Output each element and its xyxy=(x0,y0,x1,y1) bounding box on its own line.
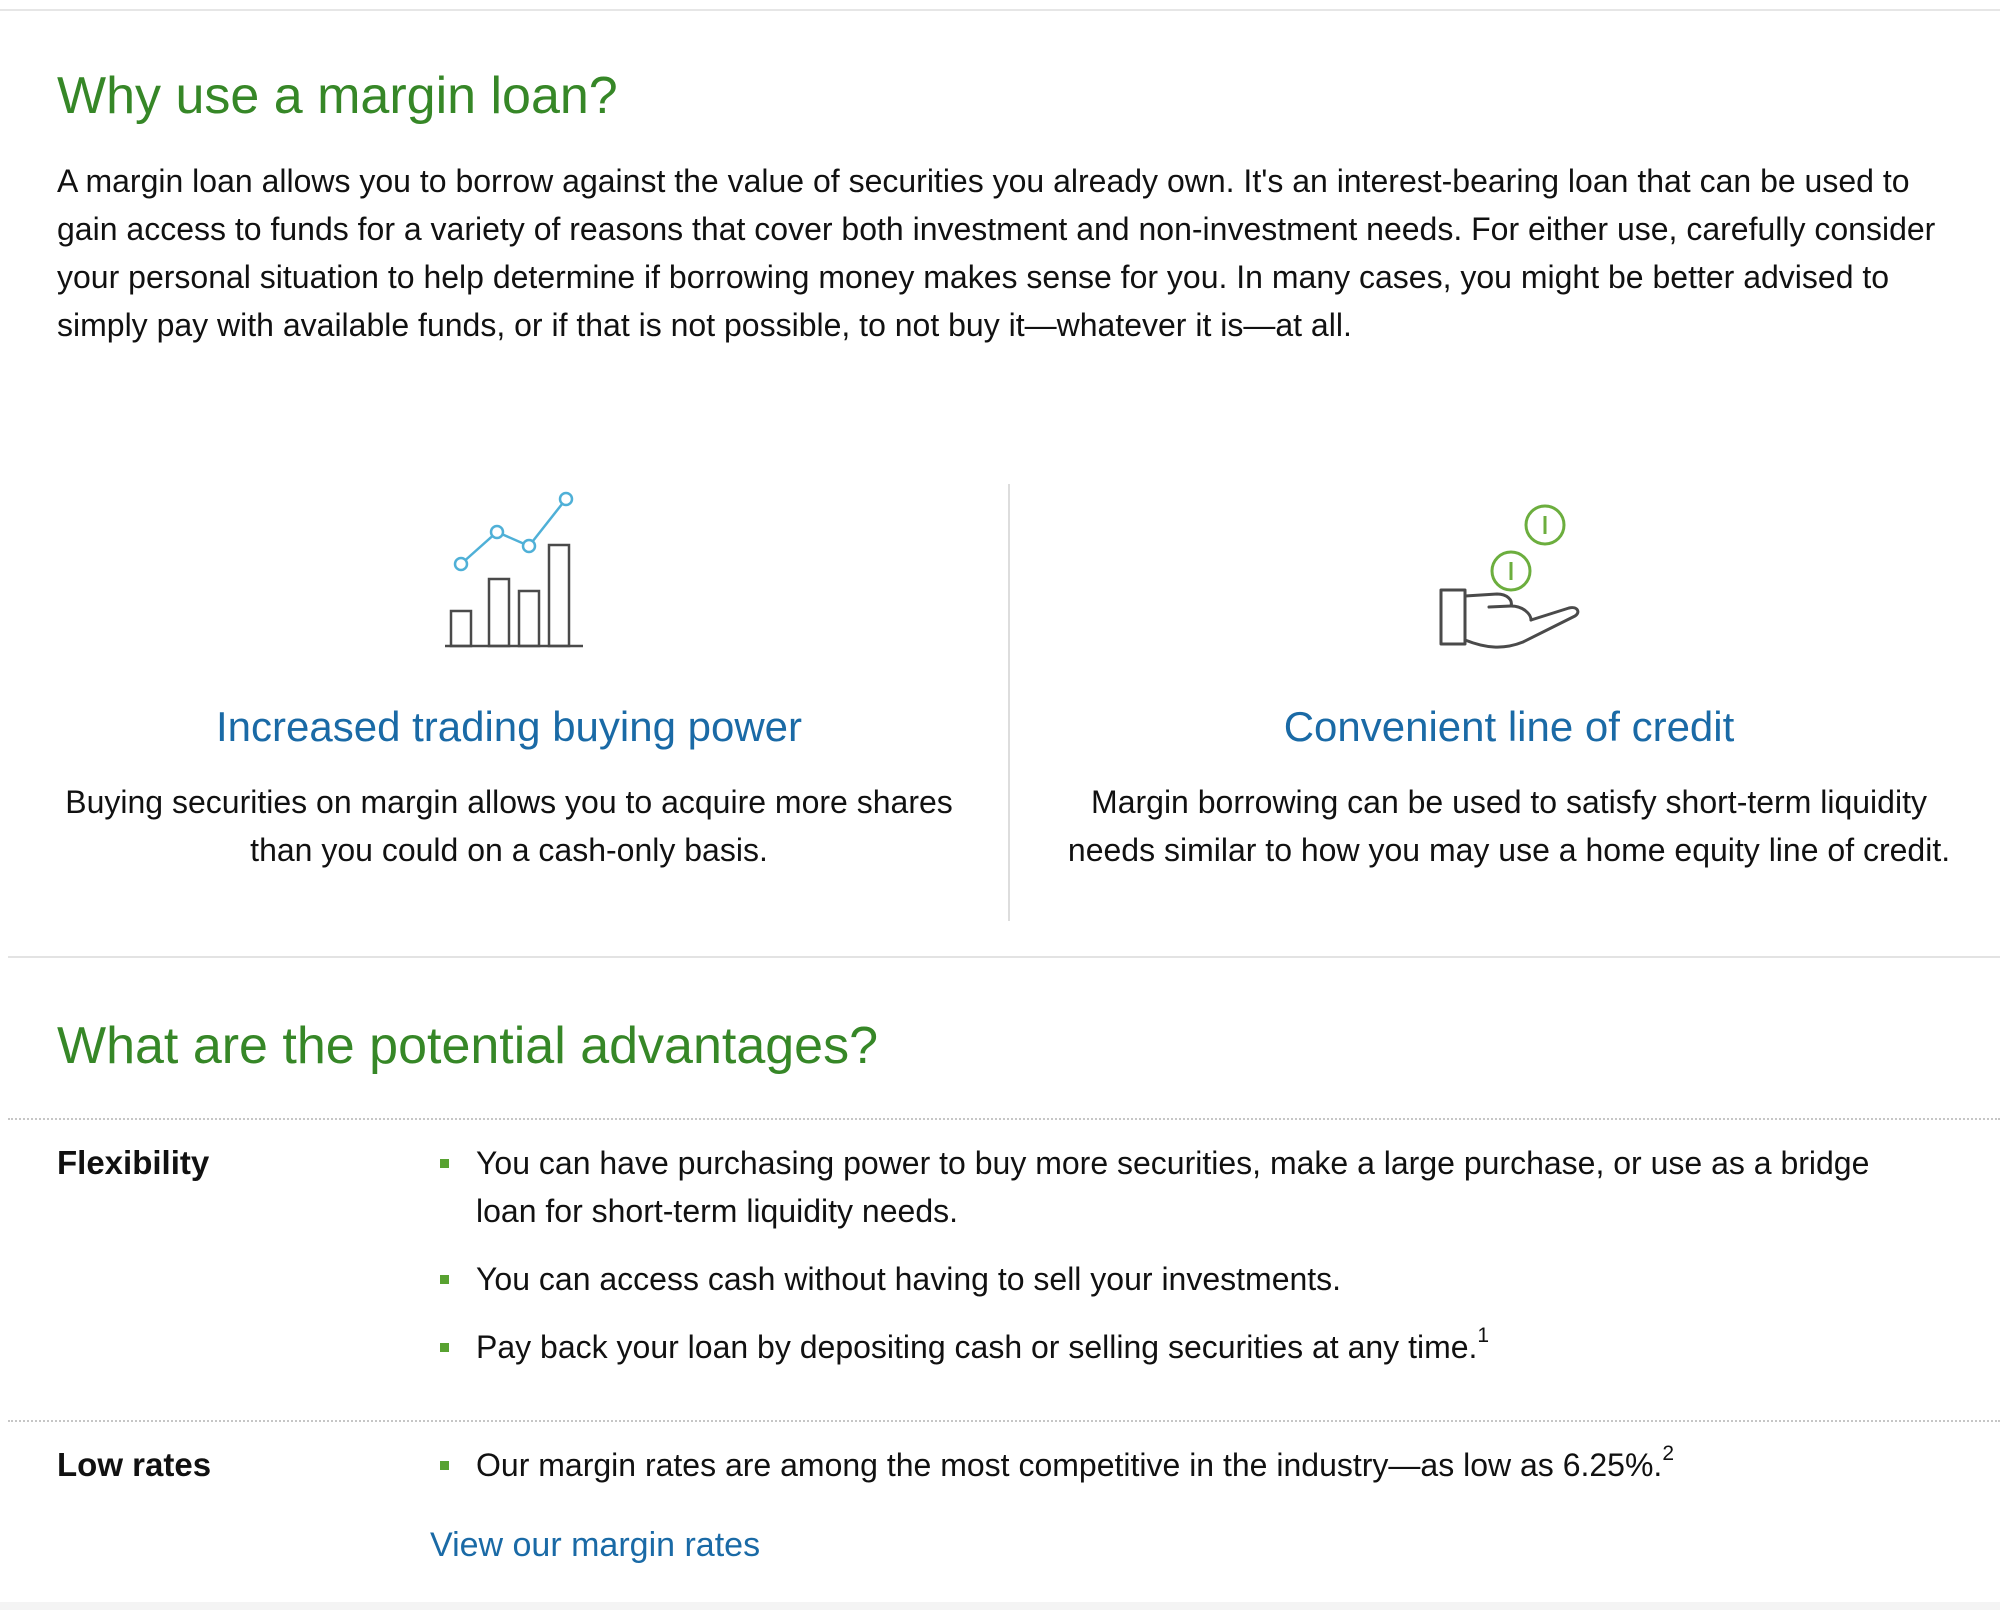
list-item xyxy=(436,1441,1936,1489)
bullet-square-icon xyxy=(440,1275,449,1284)
hand-coins-icon xyxy=(1419,480,1599,650)
top-divider xyxy=(0,9,2000,11)
section-divider xyxy=(8,956,2000,958)
feature-title-line-of-credit: Convenient line of credit xyxy=(1283,703,1735,750)
list-item xyxy=(436,1323,1936,1371)
row-divider-flexibility xyxy=(8,1118,2000,1120)
bullet-square-icon xyxy=(440,1461,449,1470)
bullet-text: Our margin rates are among the most competitive in the industry—as low as 6.25%. xyxy=(476,1447,1663,1483)
view-margin-rates-link[interactable]: View our margin rates xyxy=(430,1526,761,1564)
row-label-low-rates: Low rates xyxy=(57,1446,212,1483)
section-title-why-margin: Why use a margin loan? xyxy=(57,67,618,125)
bullet-list-low-rates xyxy=(436,1441,1936,1509)
feature-desc-line-of-credit: Margin borrowing can be used to satisfy short-term liquidity needs similar to how you may use a home equity line of credit. xyxy=(1067,784,1951,868)
bullet-text: You can have purchasing power to buy more securities, make a large purchase, or use as a bridge loan for short-term liquidity needs. xyxy=(476,1145,1870,1229)
bullet-square-icon xyxy=(440,1343,449,1352)
bullet-text: Pay back your loan by depositing cash or selling securities at any time. xyxy=(476,1329,1478,1365)
row-divider-low-rates xyxy=(8,1420,2000,1422)
row-label-flexibility: Flexibility xyxy=(57,1144,210,1181)
bar-chart-trend-icon xyxy=(429,480,589,650)
bottom-band xyxy=(0,1602,2000,1610)
feature-line-of-credit xyxy=(1066,480,1952,868)
section-title-advantages: What are the potential advantages? xyxy=(57,1017,879,1075)
feature-title-buying-power: Increased trading buying power xyxy=(215,703,803,750)
footnote-ref-2[interactable]: 2 xyxy=(1662,1442,1674,1466)
feature-desc-buying-power: Buying securities on margin allows you to acquire more shares than you could on a cash-only basis. xyxy=(65,784,953,868)
list-item xyxy=(436,1255,1936,1303)
feature-buying-power xyxy=(57,480,961,868)
intro-paragraph: A margin loan allows you to borrow against the value of securities you already own. It's an interest-bearing loan that can be used to gain access to funds for a variety of reasons that cover both investment and non-investment needs. For either use, carefully consider your personal situation to help determine if borrowing money makes sense for you. In many cases, you might be better advised to simply pay with available funds, or if that is not possible, to not buy it—whatever it is—at all. xyxy=(57,163,1936,343)
list-item xyxy=(436,1139,1936,1235)
bullet-text: You can access cash without having to sell your investments. xyxy=(476,1261,1342,1297)
footnote-ref-1[interactable]: 1 xyxy=(1477,1324,1490,1348)
column-divider xyxy=(1008,484,1010,921)
bullet-square-icon xyxy=(440,1159,449,1168)
bullet-list-flexibility xyxy=(436,1139,1936,1391)
